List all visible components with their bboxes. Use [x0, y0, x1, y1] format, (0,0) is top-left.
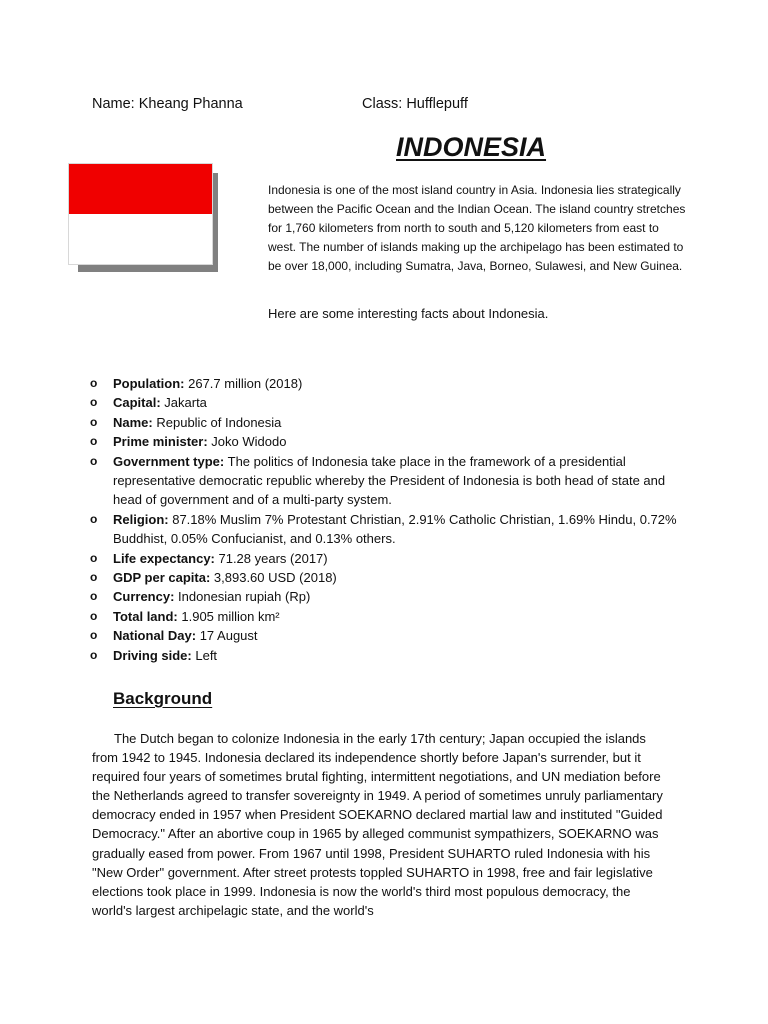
fact-value: Indonesian rupiah (Rp) [174, 589, 311, 605]
facts-list [90, 374, 690, 665]
fact-value: Republic of Indonesia [152, 414, 282, 430]
fact-value: 87.18% Muslim 7% Protestant Christian, 2.91% Catholic Christian, 1.69% Hindu, 0.72% Buddhist, 0.05% Confucianist, and 0.13% others. [113, 511, 677, 547]
bullet-icon: o [90, 589, 98, 604]
bullet-icon: o [90, 434, 98, 449]
background-paragraph: The Dutch began to colonize Indonesia in the early 17th century; Japan occupied the islands from 1942 to 1945. Indonesia declared its independence shortly before Japan's surrender, but it required four years of sometimes brutal fighting, intermittent negotiations, and UN mediation before the Netherlands agreed to transfer sovereignty in 1949. A period of sometimes unruly parliamentary democracy ended in 1957 when President SOEKARNO declared martial law and instituted "Guided Democracy." After an abortive coup in 1965 by alleged communist sympathizers, SOEKARNO was gradually eased from power. From 1967 until 1998, President SUHARTO ruled Indonesia with his "New Order" government. After street protests toppled SUHARTO in 1998, free and fair legislative elections took place in 1999. Indonesia is now the world's third most populous democracy, the world's largest archipelagic state, and the world's [92, 731, 663, 918]
flag-white-stripe [69, 214, 212, 264]
fact-value: Jakarta [160, 395, 207, 411]
bullet-icon: o [90, 395, 98, 410]
fact-value: Joko Widodo [207, 434, 287, 450]
bullet-icon: o [90, 376, 98, 390]
fact-item [90, 607, 690, 626]
fact-item [90, 432, 690, 451]
bullet-icon: o [90, 414, 98, 429]
fact-value: 3,893.60 USD (2018) [210, 570, 337, 586]
fact-label: Currency: [113, 589, 175, 605]
bullet-icon: o [90, 647, 98, 662]
fact-label: GDP per capita: [113, 570, 211, 586]
fact-label: Total land: [113, 608, 178, 624]
fact-item [90, 626, 690, 645]
fact-value: 1.905 million km² [177, 608, 280, 624]
fact-label: Population: [113, 376, 185, 391]
bullet-icon: o [90, 550, 98, 565]
fact-label: Driving side: [113, 647, 192, 663]
bullet-icon: o [90, 511, 98, 526]
fact-item [90, 568, 690, 587]
flag-red-stripe [69, 164, 212, 214]
fact-value: 17 August [196, 628, 258, 644]
bullet-icon: o [90, 608, 98, 623]
fact-label: Prime minister: [113, 434, 208, 450]
fact-item [90, 413, 690, 432]
fact-label: Religion: [113, 511, 169, 527]
fact-item [90, 452, 690, 510]
bullet-icon: o [90, 570, 98, 585]
fact-item [90, 549, 690, 568]
fact-value: The politics of Indonesia take place in the framework of a presidential representative democratic republic whereby the President of Indonesia is both head of state and head of government and of a multi-party system. [113, 453, 666, 508]
bullet-icon: o [90, 628, 98, 643]
fact-label: Government type: [113, 453, 225, 469]
fact-label: National Day: [113, 628, 197, 644]
fact-item [90, 510, 690, 549]
fact-label: Name: [113, 414, 153, 430]
fact-item [90, 393, 690, 412]
fact-value: Left [191, 647, 218, 663]
fact-label: Life expectancy: [113, 550, 215, 566]
fact-label: Capital: [113, 395, 161, 411]
fact-value: 267.7 million (2018) [184, 376, 303, 391]
student-name: Name: Kheang Phanna [92, 96, 243, 112]
fact-item [90, 646, 690, 665]
fact-item [90, 374, 690, 393]
page-title: INDONESIA [396, 132, 547, 162]
intro-paragraph: Indonesia is one of the most island country in Asia. Indonesia lies strategically between the Pacific Ocean and the Indian Ocean. The island country stretches for 1,760 kilometers from north to south and 5,120 kilometers from east to west. The number of islands making up the archipelago has been estimated to be over 18,000, including Sumatra, Java, Borneo, Sulawesi, and New Guinea. [268, 183, 686, 273]
bullet-icon: o [90, 453, 98, 468]
flag [68, 163, 213, 265]
document-header [92, 96, 728, 112]
indonesia-flag-image [68, 163, 220, 273]
facts-intro: Here are some interesting facts about Indonesia. [268, 306, 549, 321]
fact-value: 71.28 years (2017) [214, 550, 328, 566]
student-class: Class: Hufflepuff [362, 96, 468, 112]
fact-item [90, 587, 690, 606]
background-heading: Background [113, 689, 213, 708]
